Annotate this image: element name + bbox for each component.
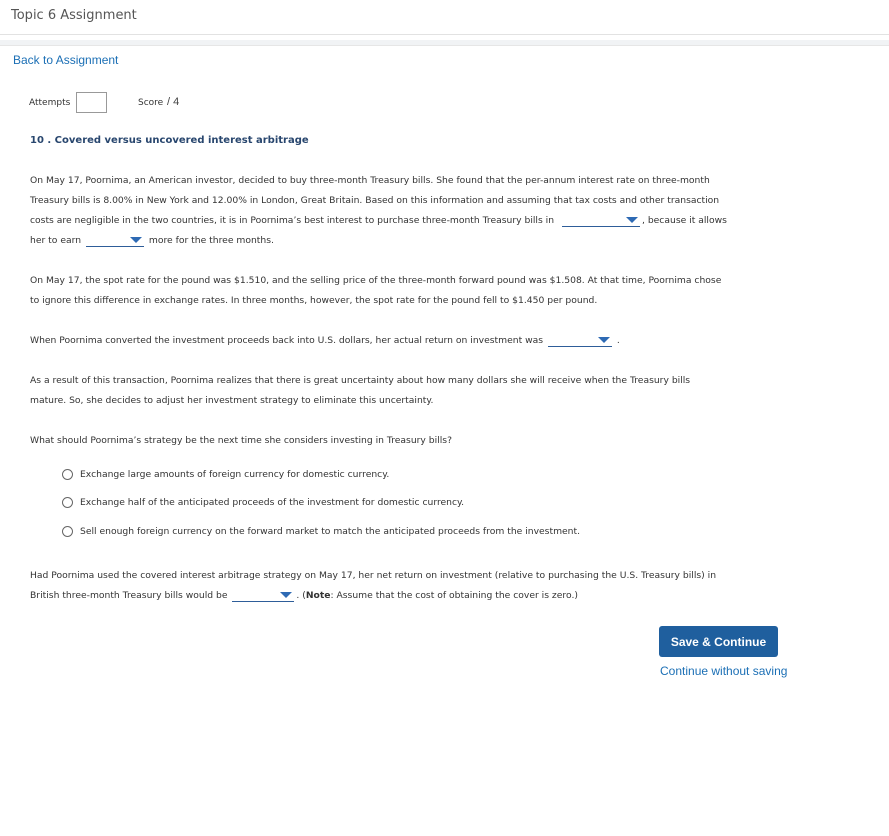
paragraph-6-line-2 bbox=[30, 586, 800, 606]
paragraph-4 bbox=[30, 371, 800, 411]
attempts-label: Attempts bbox=[29, 98, 71, 108]
paragraph-2-line-2: to ignore this difference in exchange rates. In three months, however, the spot rate for the pound fell to $1.450 per pound. bbox=[30, 295, 598, 306]
top-bar bbox=[0, 0, 889, 35]
paragraph-1-line-4-tail: more for the three months. bbox=[148, 235, 274, 246]
attempts-box bbox=[76, 92, 107, 113]
option-label: Exchange large amounts of foreign currency for domestic currency. bbox=[80, 468, 390, 480]
paragraph-1-line-3-text: costs are negligible in the two countries, it is in Poornima’s best interest to purchase three-month Treasury bills in bbox=[30, 215, 555, 226]
paragraph-5: What should Poornima’s strategy be the next time she considers investing in Treasury bills? bbox=[30, 435, 452, 446]
paragraph-4-line-2: mature. So, she decides to adjust her investment strategy to eliminate this uncertainty. bbox=[30, 395, 434, 406]
chevron-down-icon bbox=[598, 337, 610, 343]
paragraph-3-text: When Poornima converted the investment proceeds back into U.S. dollars, her actual return on investment was bbox=[30, 335, 544, 346]
radio-button[interactable] bbox=[62, 526, 73, 537]
continue-without-saving-link[interactable]: Continue without saving bbox=[660, 664, 788, 678]
paragraph-1-line-4-text: her to earn bbox=[30, 235, 82, 246]
paragraph-6 bbox=[30, 566, 800, 606]
page-title: Topic 6 Assignment bbox=[11, 8, 137, 23]
option-label: Exchange half of the anticipated proceeds of the investment for domestic currency. bbox=[80, 496, 465, 508]
chevron-down-icon bbox=[626, 217, 638, 223]
paragraph-1-line-3 bbox=[30, 211, 800, 231]
paragraph-3 bbox=[30, 331, 800, 351]
actual-return-dropdown[interactable] bbox=[548, 334, 612, 347]
paragraph-4-line-1: As a result of this transaction, Poornima realizes that there is great uncertainty about how many dollars she will receive when the Treasury bills bbox=[30, 375, 691, 386]
paragraph-6-line-1: Had Poornima used the covered interest arbitrage strategy on May 17, her net return on investment (relative to purchasing the U.S. Treasury bills) in bbox=[30, 570, 717, 581]
paragraph-6-line-2-tail: : Assume that the cost of obtaining the cover is zero.) bbox=[330, 590, 578, 601]
strategy-option-1[interactable] bbox=[62, 466, 389, 482]
score-label: Score bbox=[138, 98, 164, 108]
paragraph-1-line-3-tail: , because it allows bbox=[641, 215, 727, 226]
strategy-option-2[interactable] bbox=[62, 494, 464, 510]
back-to-assignment-link[interactable]: Back to Assignment bbox=[13, 53, 119, 67]
paragraph-1-line-1: On May 17, Poornima, an American investor, decided to buy three-month Treasury bills. She found that the per-annum interest rate on three-month bbox=[30, 175, 710, 186]
paragraph-1-line-2: Treasury bills is 8.00% in New York and 12.00% in London, Great Britain. Based on this information and assuming that tax costs and other transaction bbox=[30, 195, 720, 206]
earn-amount-dropdown[interactable] bbox=[86, 234, 144, 247]
paragraph-6-punct: . ( bbox=[296, 590, 306, 601]
paragraph-1 bbox=[30, 171, 800, 251]
strategy-option-3[interactable] bbox=[62, 523, 580, 539]
note-label: Note bbox=[305, 590, 331, 601]
radio-button[interactable] bbox=[62, 469, 73, 480]
score-value: / 4 bbox=[167, 96, 180, 108]
header-divider bbox=[0, 40, 889, 46]
paragraph-6-line-2-text: British three-month Treasury bills would be bbox=[30, 590, 228, 601]
paragraph-3-tail: . bbox=[616, 335, 620, 346]
option-label: Sell enough foreign currency on the forward market to match the anticipated proceeds from the investment. bbox=[80, 525, 581, 537]
question-title: 10 . Covered versus uncovered interest arbitrage bbox=[30, 135, 309, 146]
save-and-continue-button[interactable]: Save & Continue bbox=[659, 626, 778, 657]
country-dropdown[interactable] bbox=[562, 214, 640, 227]
radio-button[interactable] bbox=[62, 497, 73, 508]
covered-return-dropdown[interactable] bbox=[232, 589, 294, 602]
paragraph-2 bbox=[30, 271, 800, 311]
chevron-down-icon bbox=[130, 237, 142, 243]
chevron-down-icon bbox=[280, 592, 292, 598]
paragraph-2-line-1: On May 17, the spot rate for the pound was $1.510, and the selling price of the three-month forward pound was $1.508. At that time, Poornima chose bbox=[30, 275, 722, 286]
paragraph-1-line-4 bbox=[30, 231, 800, 251]
